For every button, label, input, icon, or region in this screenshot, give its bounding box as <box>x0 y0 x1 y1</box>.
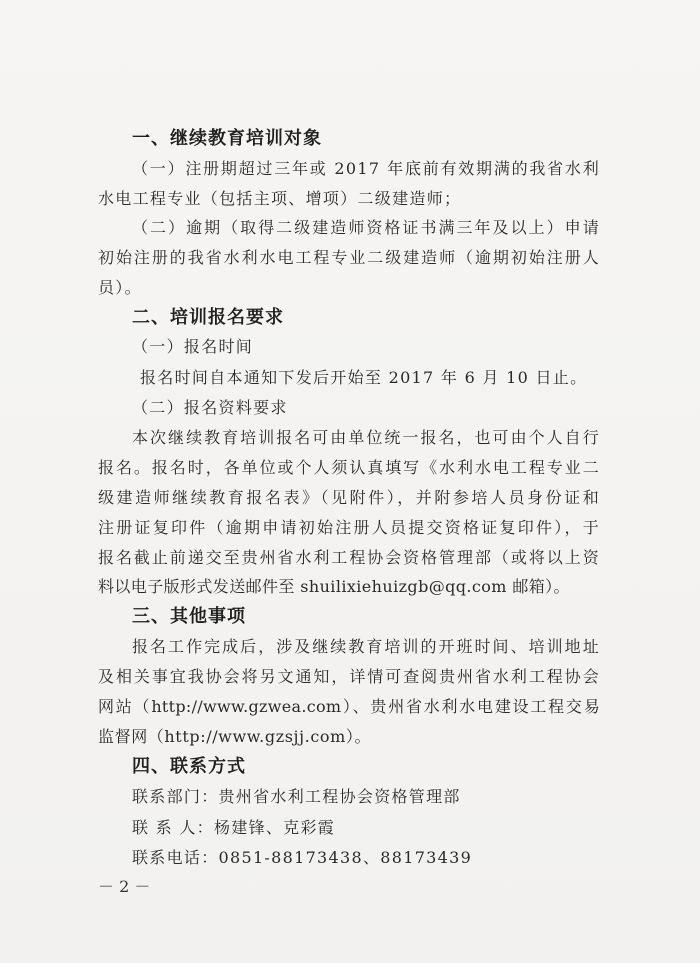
contact-person: 联 系 人：杨建锋、克彩霞 <box>132 818 336 837</box>
section-3-line-1: 报名工作完成后，涉及继续教育培训的开班时间、培训地址 <box>132 637 600 656</box>
contact-department: 联系部门：贵州省水利工程协会资格管理部 <box>132 787 461 806</box>
section-3-line-2: 及相关事宜我协会将另文通知，详情可查阅贵州省水利工程协会 <box>98 667 600 686</box>
section-2-sub-2-line-3: 级建造师继续教育报名表》（见附件），并附参培人员身份证和 <box>98 488 600 507</box>
section-1-item-2-line-1: （二）逾期（取得二级建造师资格证书满三年及以上）申请 <box>132 218 600 237</box>
section-1-item-2-line-2: 初始注册的我省水利水电工程专业二级建造师（逾期初始注册人 <box>98 248 600 267</box>
section-2-heading: 二、培训报名要求 <box>132 307 284 328</box>
section-4-heading: 四、联系方式 <box>132 756 246 777</box>
section-3-heading: 三、其他事项 <box>132 606 246 627</box>
section-3-line-3: 网站（http://www.gzwea.com）、贵州省水利水电建设工程交易 <box>98 697 600 716</box>
section-2-sub-2-line-6: 料以电子版形式发送邮件至 shuilixiehuizgb@qq.com 邮箱）。 <box>98 577 570 596</box>
section-2-sub-1-title: （一）报名时间 <box>132 337 254 356</box>
section-1-item-2-line-3: 员）。 <box>98 278 142 297</box>
section-2-sub-2-line-5: 报名截止前递交至贵州省水利工程协会资格管理部（或将以上资 <box>98 548 600 567</box>
section-2-sub-2-line-2: 报名。报名时，各单位或个人须认真填写《水利水电工程专业二 <box>98 458 600 477</box>
page-number: － 2 － <box>98 877 151 896</box>
section-2-sub-1-text: 报名时间自本通知下发后开始至 2017 年 6 月 10 日止。 <box>140 368 588 387</box>
section-1-item-1-line-1: （一）注册期超过三年或 2017 年底前有效期满的我省水利 <box>132 159 600 178</box>
section-1-heading: 一、继续教育培训对象 <box>132 128 322 149</box>
section-2-sub-2-line-1: 本次继续教育培训报名可由单位统一报名，也可由个人自行 <box>132 428 600 447</box>
section-2-sub-2-line-4: 注册证复印件（逾期申请初始注册人员提交资格证复印件），于 <box>98 518 600 537</box>
section-3-line-4: 监督网（http://www.gzsjj.com）。 <box>98 727 372 746</box>
section-2-sub-2-title: （二）报名资料要求 <box>132 398 288 417</box>
contact-phone: 联系电话：0851-88173438、88173439 <box>132 848 473 867</box>
section-1-item-1-line-2: 水电工程专业（包括主项、增项）二级建造师； <box>98 189 462 208</box>
